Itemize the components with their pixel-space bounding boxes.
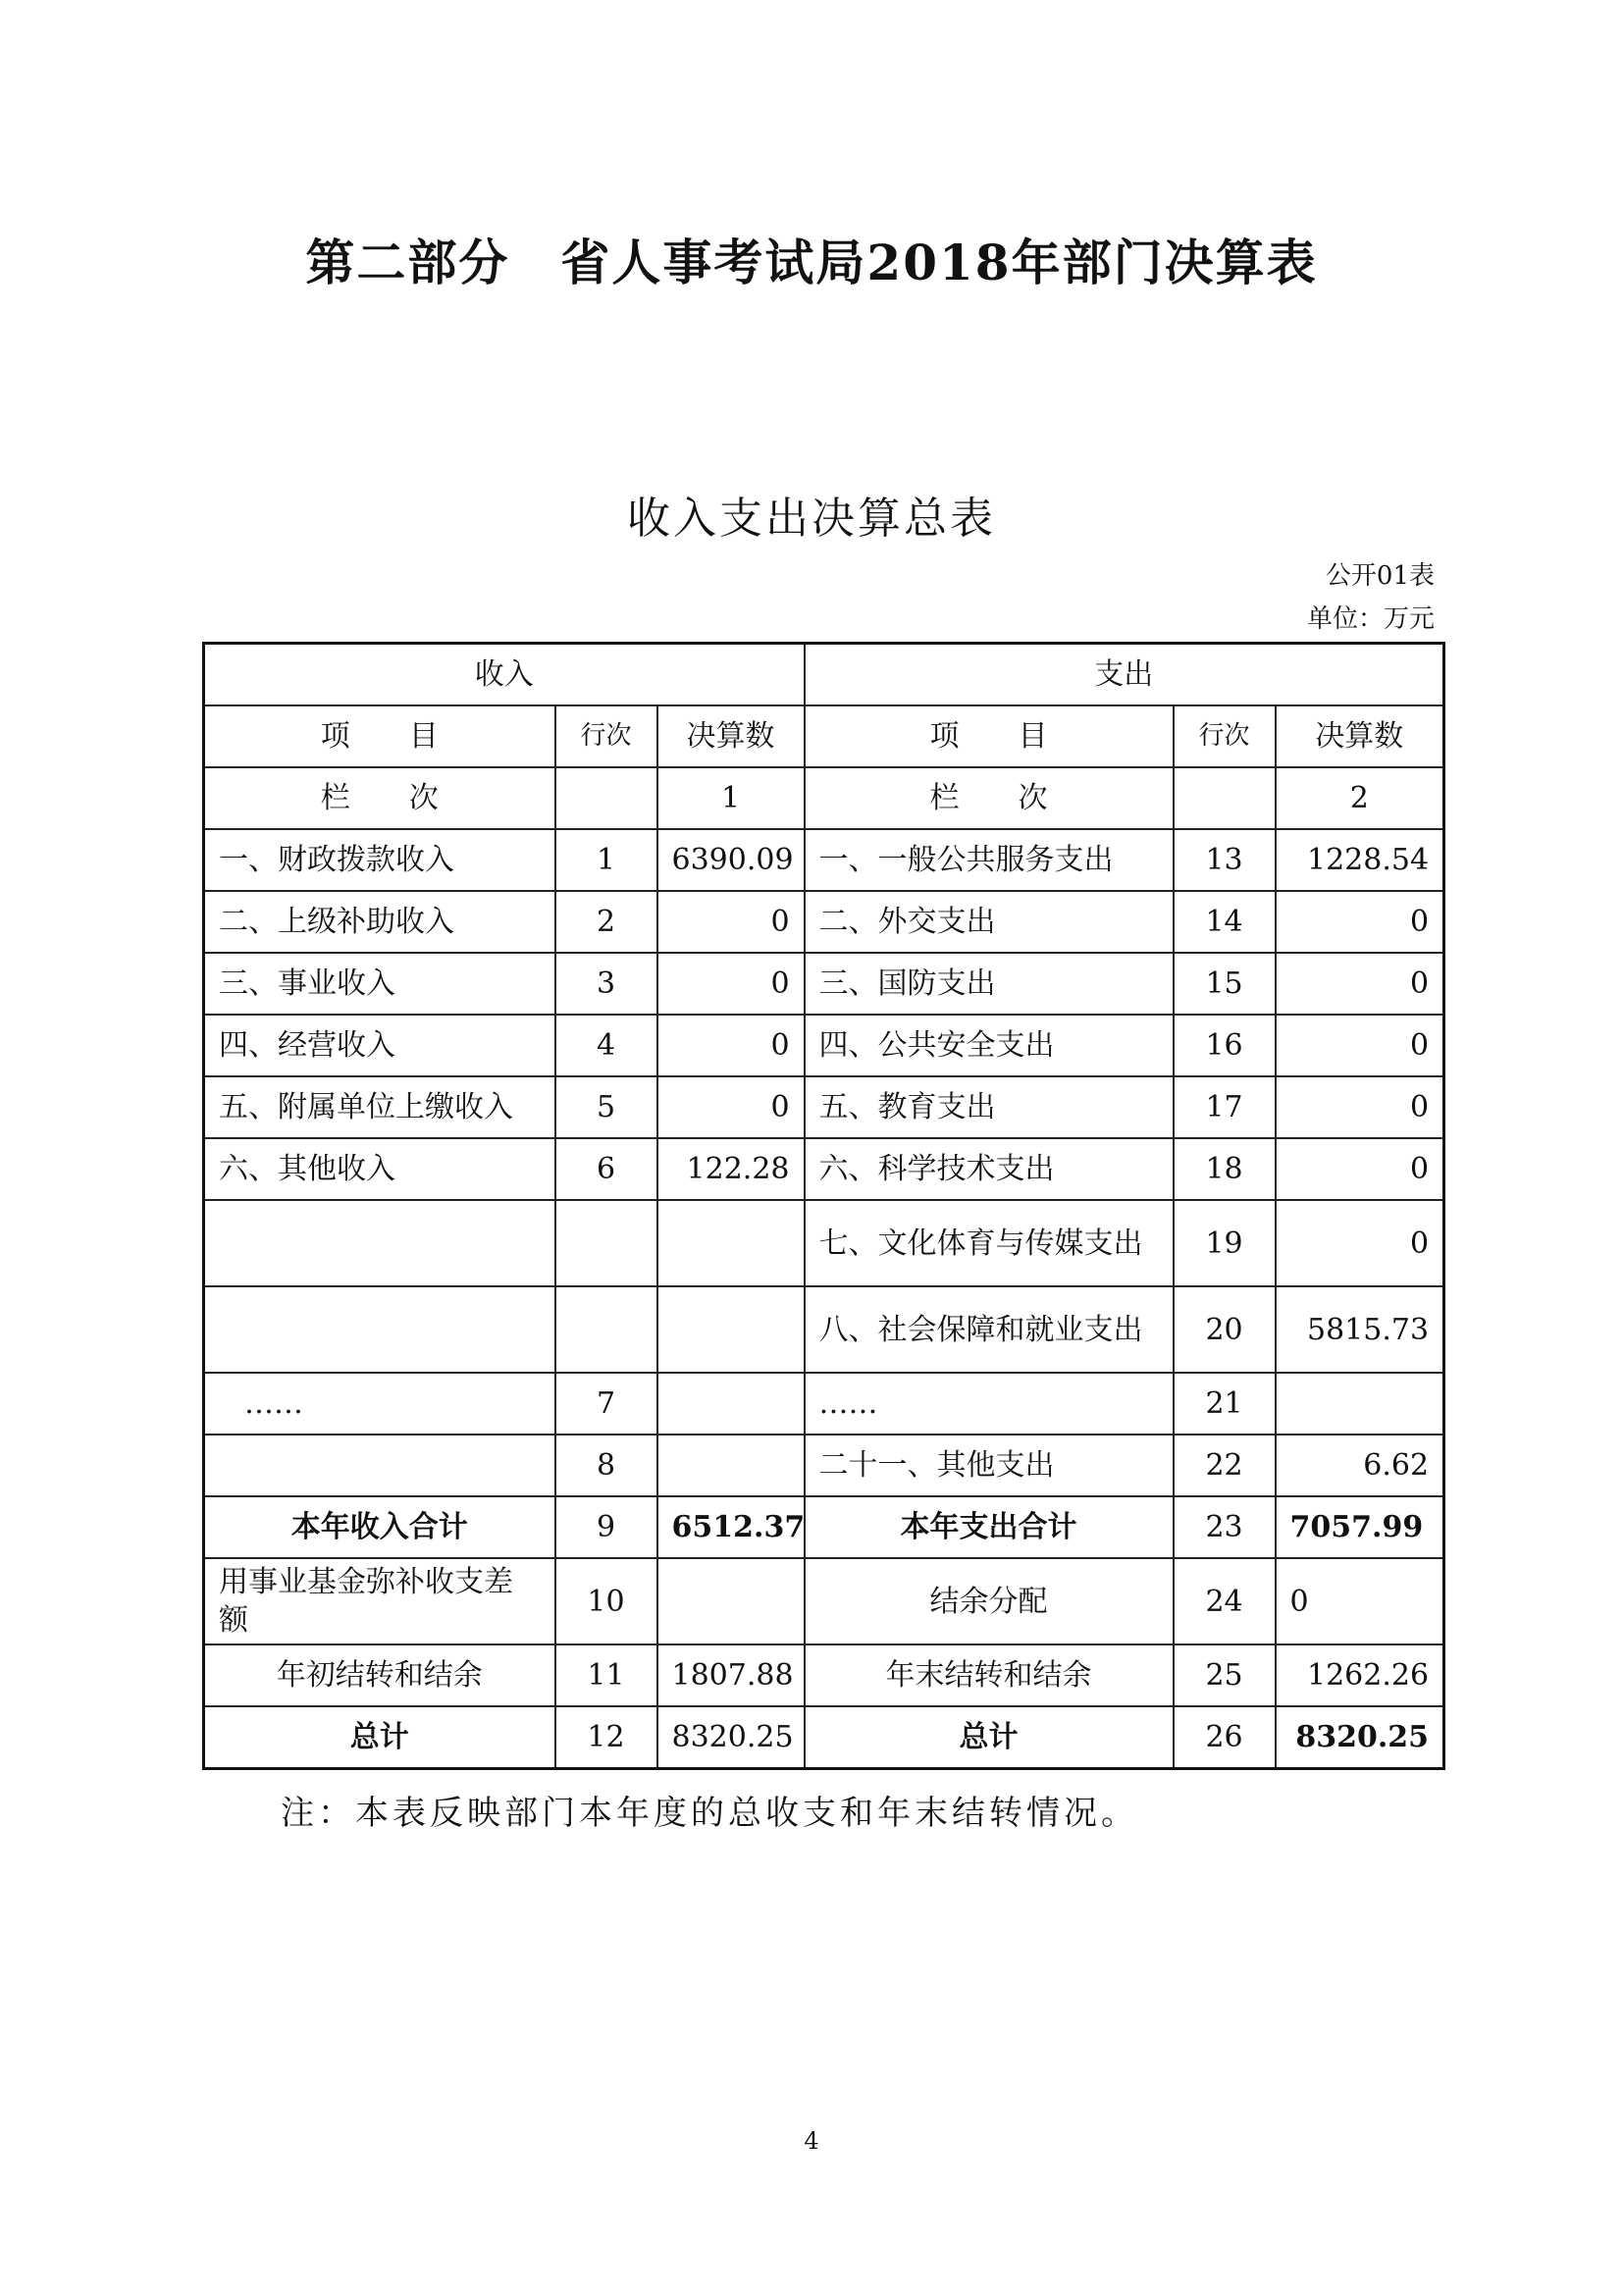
income-amount: 1807.88 — [657, 1644, 805, 1706]
expense-amount-header: 决算数 — [1276, 705, 1444, 767]
income-row-no: 8 — [555, 1435, 657, 1496]
table-row — [204, 1286, 1444, 1373]
income-item: 六、其他收入 — [204, 1138, 555, 1200]
income-row-no: 11 — [555, 1644, 657, 1706]
expense-amount: 8320.25 — [1276, 1706, 1444, 1769]
expense-seq-label: 栏 次 — [805, 767, 1174, 829]
expense-amount: 0 — [1276, 891, 1444, 953]
expense-seq-empty — [1174, 767, 1276, 829]
income-amount: 0 — [657, 953, 805, 1015]
expense-row-no: 19 — [1174, 1200, 1276, 1286]
part-title: 第二部分 省人事考试局2018年部门决算表 — [305, 234, 1318, 291]
expense-row-no: 23 — [1174, 1496, 1276, 1558]
income-row-no — [555, 1200, 657, 1286]
expense-item: 八、社会保障和就业支出 — [805, 1286, 1174, 1373]
income-row-no-header: 行次 — [555, 705, 657, 767]
expense-item: 年末结转和结余 — [805, 1644, 1174, 1706]
expense-item: 二十一、其他支出 — [805, 1435, 1174, 1496]
expense-row-no: 22 — [1174, 1435, 1276, 1496]
expense-amount: 0 — [1276, 953, 1444, 1015]
expense-item: 一、一般公共服务支出 — [805, 829, 1174, 891]
income-seq-label: 栏 次 — [204, 767, 555, 829]
grand-total-row — [204, 1706, 1444, 1769]
income-item: 二、上级补助收入 — [204, 891, 555, 953]
income-amount: 6390.09 — [657, 829, 805, 891]
table-row — [204, 1373, 1444, 1435]
expense-item: 结余分配 — [805, 1558, 1174, 1644]
unit-label: 单位：万元 — [1306, 604, 1435, 634]
expense-amount: 0 — [1276, 1558, 1444, 1644]
expense-amount: 0 — [1276, 1015, 1444, 1076]
table-row — [204, 1644, 1444, 1706]
income-row-no: 9 — [555, 1496, 657, 1558]
expense-item: 二、外交支出 — [805, 891, 1174, 953]
expense-item: 本年支出合计 — [805, 1496, 1174, 1558]
income-amount-header: 决算数 — [657, 705, 805, 767]
expense-row-no: 14 — [1174, 891, 1276, 953]
table-note: 注：本表反映部门本年度的总收支和年末结转情况。 — [281, 1794, 1138, 1833]
table-code: 公开01表 — [1325, 561, 1435, 591]
expense-row-no: 26 — [1174, 1706, 1276, 1769]
income-row-no: 3 — [555, 953, 657, 1015]
expense-col-no: 2 — [1276, 767, 1444, 829]
subtotal-row — [204, 1496, 1444, 1558]
expense-item-header: 项 目 — [805, 705, 1174, 767]
column-header-row — [204, 705, 1444, 767]
income-item — [204, 1435, 555, 1496]
expense-row-no: 13 — [1174, 829, 1276, 891]
income-amount: 0 — [657, 1015, 805, 1076]
income-amount — [657, 1435, 805, 1496]
expense-row-no: 25 — [1174, 1644, 1276, 1706]
expense-row-no: 20 — [1174, 1286, 1276, 1373]
page-number: 4 — [804, 2127, 819, 2155]
income-item: 用事业基金弥补收支差额 — [204, 1558, 555, 1644]
table-row — [204, 1138, 1444, 1200]
income-item: 三、事业收入 — [204, 953, 555, 1015]
income-expense-table — [202, 642, 1445, 1770]
income-amount — [657, 1286, 805, 1373]
expense-row-no: 21 — [1174, 1373, 1276, 1435]
expense-amount — [1276, 1373, 1444, 1435]
table-row — [204, 1015, 1444, 1076]
expense-amount: 0 — [1276, 1076, 1444, 1138]
income-row-no — [555, 1286, 657, 1373]
table-row — [204, 953, 1444, 1015]
income-item: 一、财政拨款收入 — [204, 829, 555, 891]
table-row — [204, 1076, 1444, 1138]
income-col-no: 1 — [657, 767, 805, 829]
table-title: 收入支出决算总表 — [627, 494, 996, 544]
income-item-header: 项 目 — [204, 705, 555, 767]
income-item — [204, 1286, 555, 1373]
income-item: 总计 — [204, 1706, 555, 1769]
income-row-no: 2 — [555, 891, 657, 953]
expense-amount: 0 — [1276, 1200, 1444, 1286]
income-item: 年初结转和结余 — [204, 1644, 555, 1706]
income-row-no: 12 — [555, 1706, 657, 1769]
income-row-no: 4 — [555, 1015, 657, 1076]
expense-item: 七、文化体育与传媒支出 — [805, 1200, 1174, 1286]
table-row — [204, 1558, 1444, 1644]
expense-amount: 5815.73 — [1276, 1286, 1444, 1373]
expense-header: 支出 — [805, 644, 1444, 706]
income-item: …… — [204, 1373, 555, 1435]
expense-item: 三、国防支出 — [805, 953, 1174, 1015]
income-row-no: 10 — [555, 1558, 657, 1644]
income-amount: 0 — [657, 891, 805, 953]
income-amount: 122.28 — [657, 1138, 805, 1200]
income-item: 本年收入合计 — [204, 1496, 555, 1558]
expense-amount: 0 — [1276, 1138, 1444, 1200]
expense-item: …… — [805, 1373, 1174, 1435]
income-amount — [657, 1558, 805, 1644]
table-row — [204, 1200, 1444, 1286]
income-item — [204, 1200, 555, 1286]
expense-row-no: 17 — [1174, 1076, 1276, 1138]
expense-row-no: 24 — [1174, 1558, 1276, 1644]
income-amount — [657, 1373, 805, 1435]
expense-amount: 6.62 — [1276, 1435, 1444, 1496]
income-amount: 0 — [657, 1076, 805, 1138]
income-seq-empty — [555, 767, 657, 829]
income-row-no: 5 — [555, 1076, 657, 1138]
expense-row-no: 16 — [1174, 1015, 1276, 1076]
income-item: 五、附属单位上缴收入 — [204, 1076, 555, 1138]
income-item: 四、经营收入 — [204, 1015, 555, 1076]
expense-amount: 1262.26 — [1276, 1644, 1444, 1706]
expense-item: 四、公共安全支出 — [805, 1015, 1174, 1076]
expense-item: 五、教育支出 — [805, 1076, 1174, 1138]
expense-row-no: 15 — [1174, 953, 1276, 1015]
table-row — [204, 1435, 1444, 1496]
income-row-no: 1 — [555, 829, 657, 891]
expense-row-no-header: 行次 — [1174, 705, 1276, 767]
table-row — [204, 891, 1444, 953]
expense-amount: 1228.54 — [1276, 829, 1444, 891]
expense-amount: 7057.99 — [1276, 1496, 1444, 1558]
expense-item: 总计 — [805, 1706, 1174, 1769]
income-row-no: 6 — [555, 1138, 657, 1200]
table-row — [204, 829, 1444, 891]
income-amount: 6512.37 — [657, 1496, 805, 1558]
income-amount: 8320.25 — [657, 1706, 805, 1769]
expense-item: 六、科学技术支出 — [805, 1138, 1174, 1200]
income-header: 收入 — [204, 644, 805, 706]
expense-row-no: 18 — [1174, 1138, 1276, 1200]
income-amount — [657, 1200, 805, 1286]
section-header-row — [204, 644, 1444, 706]
column-seq-row — [204, 767, 1444, 829]
income-row-no: 7 — [555, 1373, 657, 1435]
